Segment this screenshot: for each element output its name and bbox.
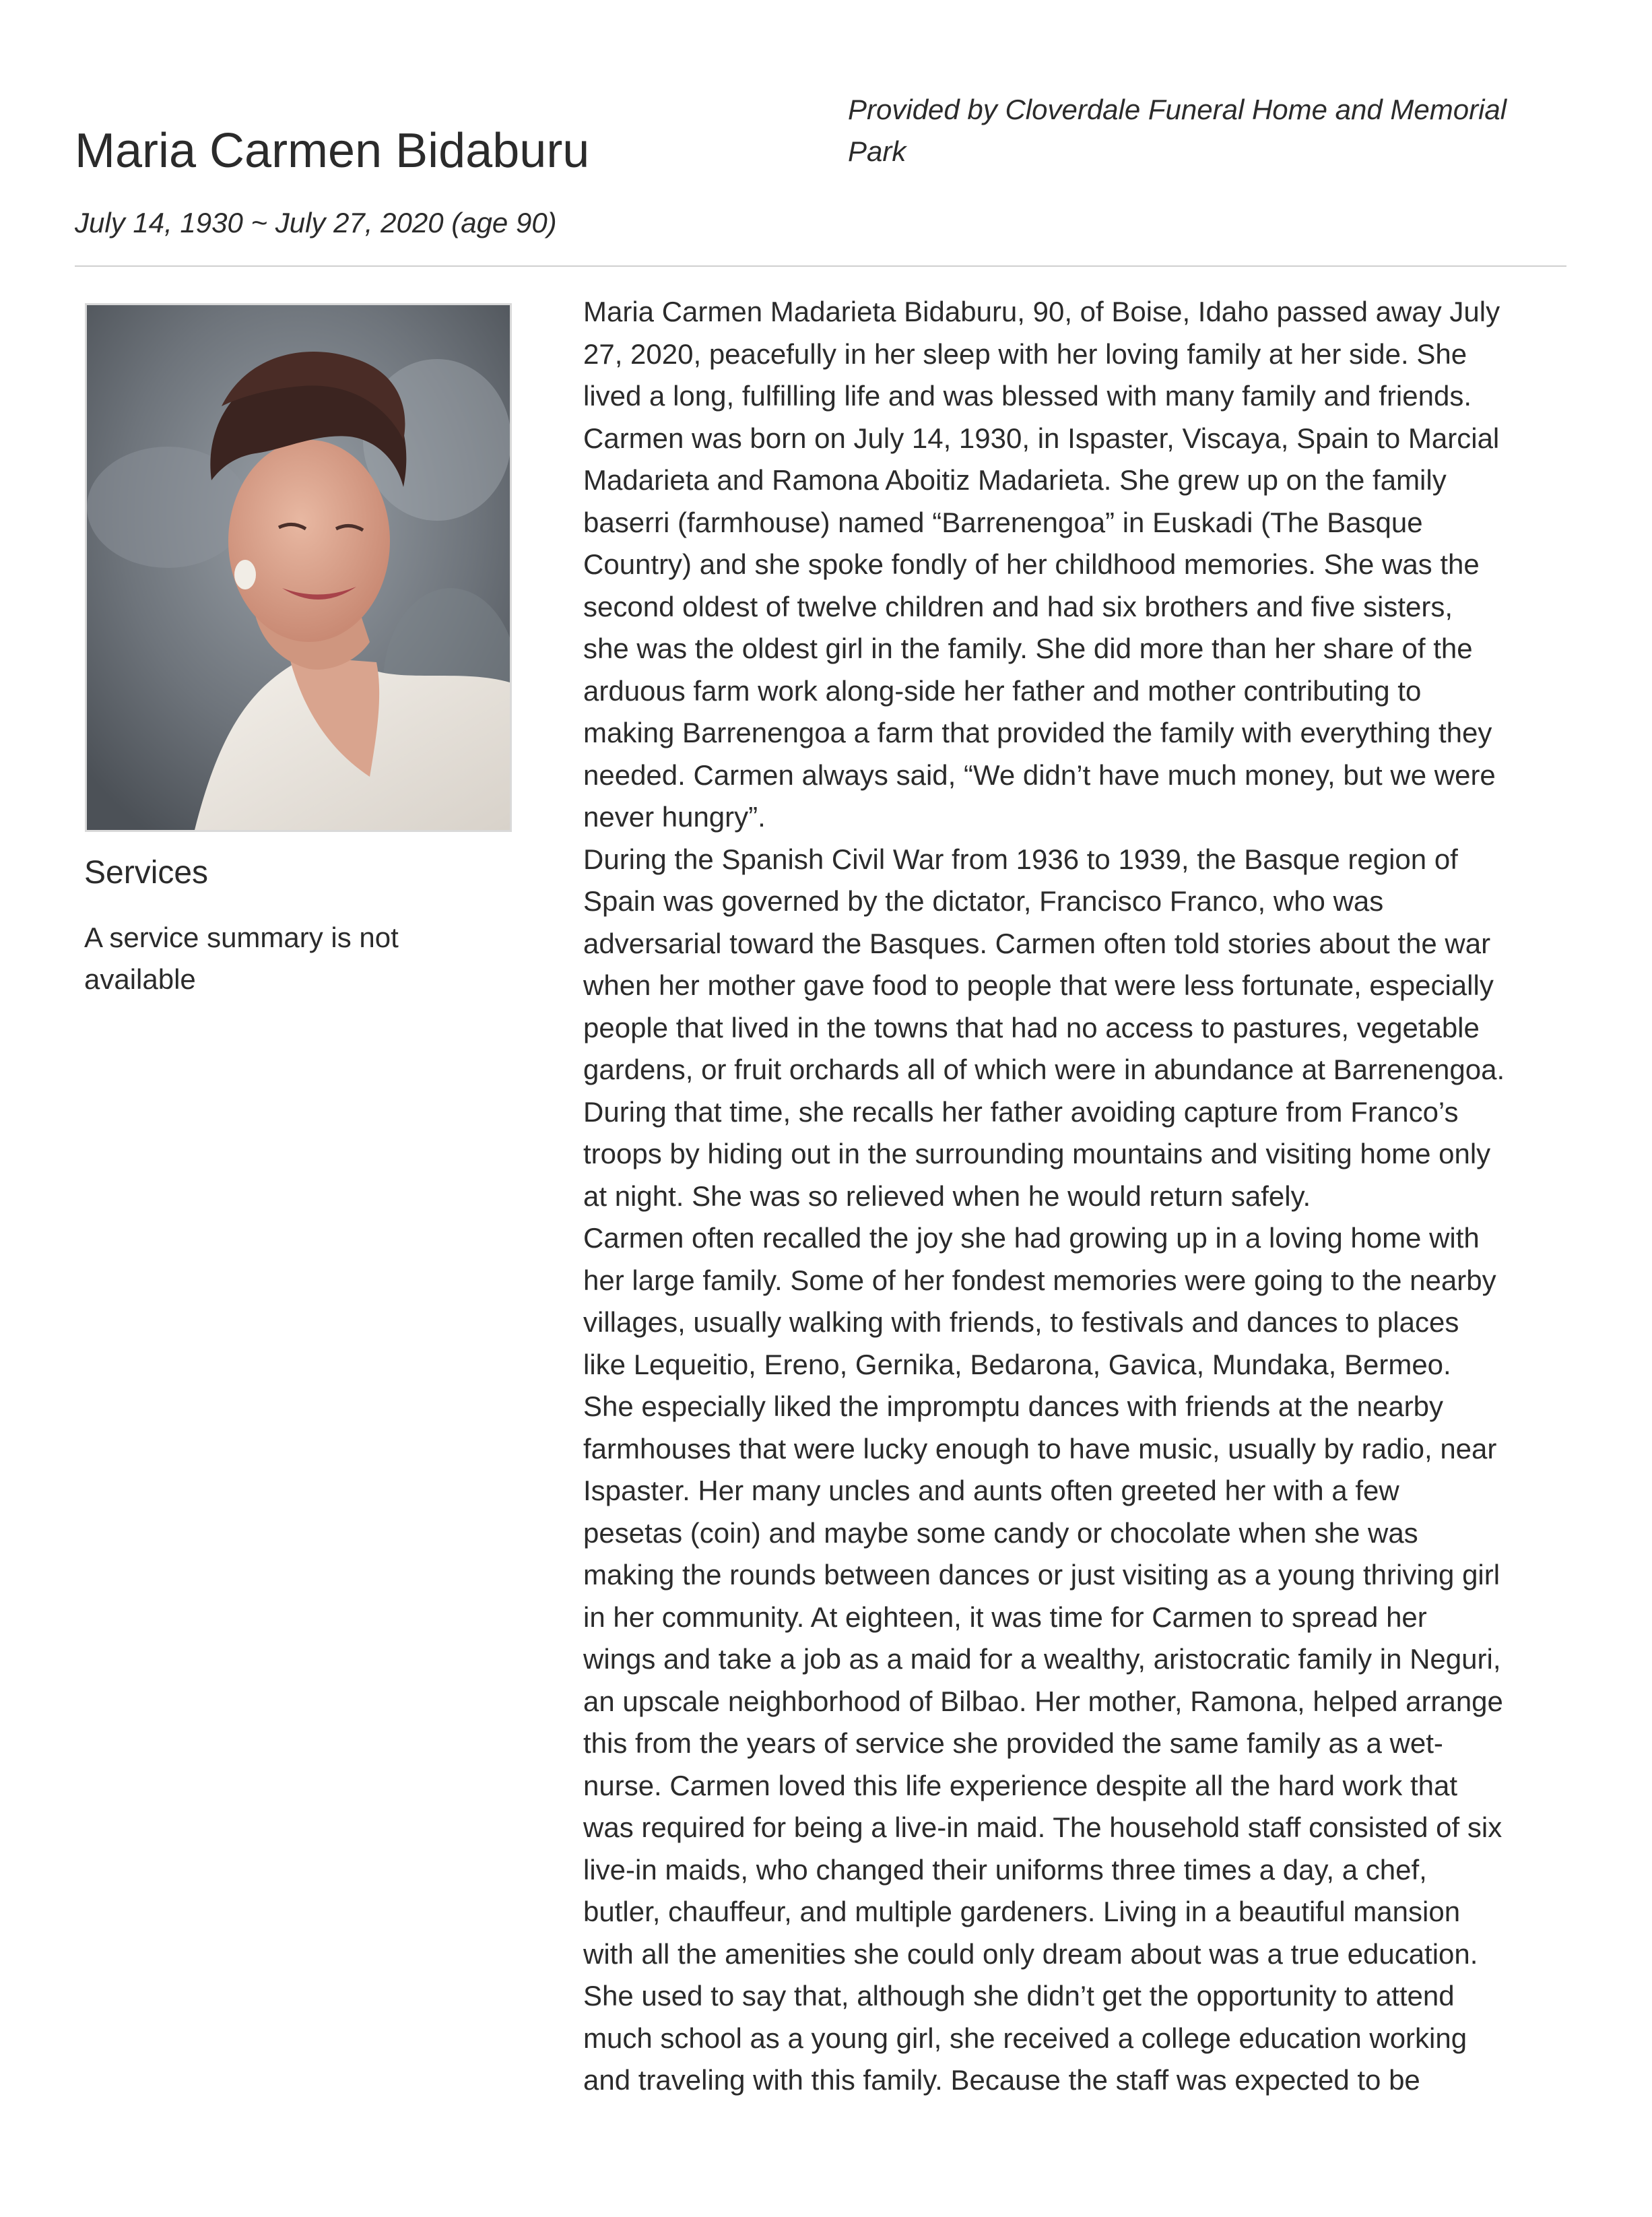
obituary-line: like Lequeitio, Ereno, Gernika, Bedarona, Gavica, Mundaka, Bermeo. [583, 1348, 1451, 1380]
obituary-line: this from the years of service she provided the same family as a wet- [583, 1727, 1443, 1759]
services-summary-line: A service summary is not [84, 922, 399, 953]
obituary-line: Ispaster. Her many uncles and aunts often greeted her with a few [583, 1475, 1399, 1506]
obituary-line: second oldest of twelve children and had six brothers and five sisters, [583, 590, 1453, 622]
obituary-line: Carmen was born on July 14, 1930, in Ispaster, Viscaya, Spain to Marcial [583, 422, 1500, 454]
obituary-line: she was the oldest girl in the family. She did more than her share of the [583, 633, 1473, 664]
obituary-line: at night. She was so relieved when he would return safely. [583, 1180, 1311, 1212]
obituary-line: arduous farm work along-side her father and mother contributing to [583, 674, 1422, 707]
obituary-line: and traveling with this family. Because the staff was expected to be [583, 2064, 1420, 2096]
obituary-line: was required for being a live-in maid. The household staff consisted of six [583, 1811, 1502, 1843]
obituary-line: 27, 2020, peacefully in her sleep with her loving family at her side. She [583, 338, 1467, 370]
obituary-line: an upscale neighborhood of Bilbao. Her mother, Ramona, helped arrange [583, 1685, 1503, 1717]
obituary-line: Spain was governed by the dictator, Francisco Franco, who was [583, 885, 1384, 917]
obituary-line: making Barrenengoa a farm that provided the family with everything they [583, 717, 1492, 748]
obituary-line: villages, usually walking with friends, to festivals and dances to places [583, 1306, 1459, 1338]
obituary-line: people that lived in the towns that had no access to pastures, vegetable [583, 1011, 1480, 1043]
portrait-illustration [87, 305, 510, 830]
obituary-line: making the rounds between dances or just visiting as a young thriving girl [583, 1559, 1500, 1591]
obituary-line: gardens, or fruit orchards all of which were in abundance at Barrenengoa. [583, 1054, 1505, 1085]
life-dates: July 14, 1930 ~ July 27, 2020 (age 90) [75, 207, 557, 238]
portrait-photo [85, 303, 512, 832]
obituary-line: troops by hiding out in the surrounding mountains and visiting home only [583, 1138, 1491, 1169]
obituary-line: never hungry”. [583, 801, 766, 833]
page-title: Maria Carmen Bidaburu [75, 124, 590, 178]
obituary-line: Madarieta and Ramona Aboitiz Madarieta. She grew up on the family [583, 464, 1447, 496]
obituary-line: much school as a young girl, she received a college education working [583, 2022, 1467, 2054]
obituary-line: when her mother gave food to people that were less fortunate, especially [583, 969, 1494, 1001]
obituary-line: Country) and she spoke fondly of her childhood memories. She was the [583, 548, 1480, 580]
obituary-text [583, 291, 1550, 2102]
obituary-line: baserri (farmhouse) named “Barrenengoa” in Euskadi (The Basque [583, 506, 1423, 538]
obituary-line: She especially liked the impromptu dances with friends at the nearby [583, 1390, 1444, 1422]
obituary-line: in her community. At eighteen, it was time for Carmen to spread her [583, 1601, 1427, 1633]
obituary-line: wings and take a job as a maid for a wealthy, aristocratic family in Neguri, [583, 1643, 1501, 1675]
services-heading: Services [84, 855, 209, 891]
obituary-line: During that time, she recalls her father avoiding capture from Franco’s [583, 1095, 1459, 1128]
obituary-line: adversarial toward the Basques. Carmen often told stories about the war [583, 927, 1491, 959]
header-divider [75, 265, 1566, 267]
provider-credit [848, 89, 1595, 172]
obituary-line: needed. Carmen always said, “We didn’t have much money, but we were [583, 759, 1496, 791]
obituary-line: pesetas (coin) and maybe some candy or chocolate when she was [583, 1516, 1418, 1549]
obituary-line: butler, chauffeur, and multiple gardeners. Living in a beautiful mansion [583, 1896, 1461, 1927]
obituary-line: Carmen often recalled the joy she had growing up in a loving home with [583, 1222, 1480, 1254]
services-summary-line: available [84, 963, 196, 995]
obituary-line: She used to say that, although she didn’t get the opportunity to attend [583, 1980, 1455, 2012]
obituary-line: During the Spanish Civil War from 1936 to 1939, the Basque region of [583, 843, 1458, 875]
provider-line: Park [848, 135, 906, 167]
obituary-line: live-in maids, who changed their uniforms three times a day, a chef, [583, 1853, 1427, 1886]
obituary-line: lived a long, fulfilling life and was blessed with many family and friends. [583, 380, 1472, 412]
obituary-line: nurse. Carmen loved this life experience despite all the hard work that [583, 1769, 1458, 1801]
obituary-line: farmhouses that were lucky enough to have music, usually by radio, near [583, 1432, 1497, 1465]
services-summary [84, 917, 461, 1000]
provider-line: Provided by Cloverdale Funeral Home and Memorial [848, 94, 1507, 125]
obituary-line: with all the amenities she could only dream about was a true education. [583, 1937, 1478, 1970]
obituary-line: Maria Carmen Madarieta Bidaburu, 90, of Boise, Idaho passed away July [583, 296, 1500, 327]
obituary-line: her large family. Some of her fondest memories were going to the nearby [583, 1264, 1496, 1296]
